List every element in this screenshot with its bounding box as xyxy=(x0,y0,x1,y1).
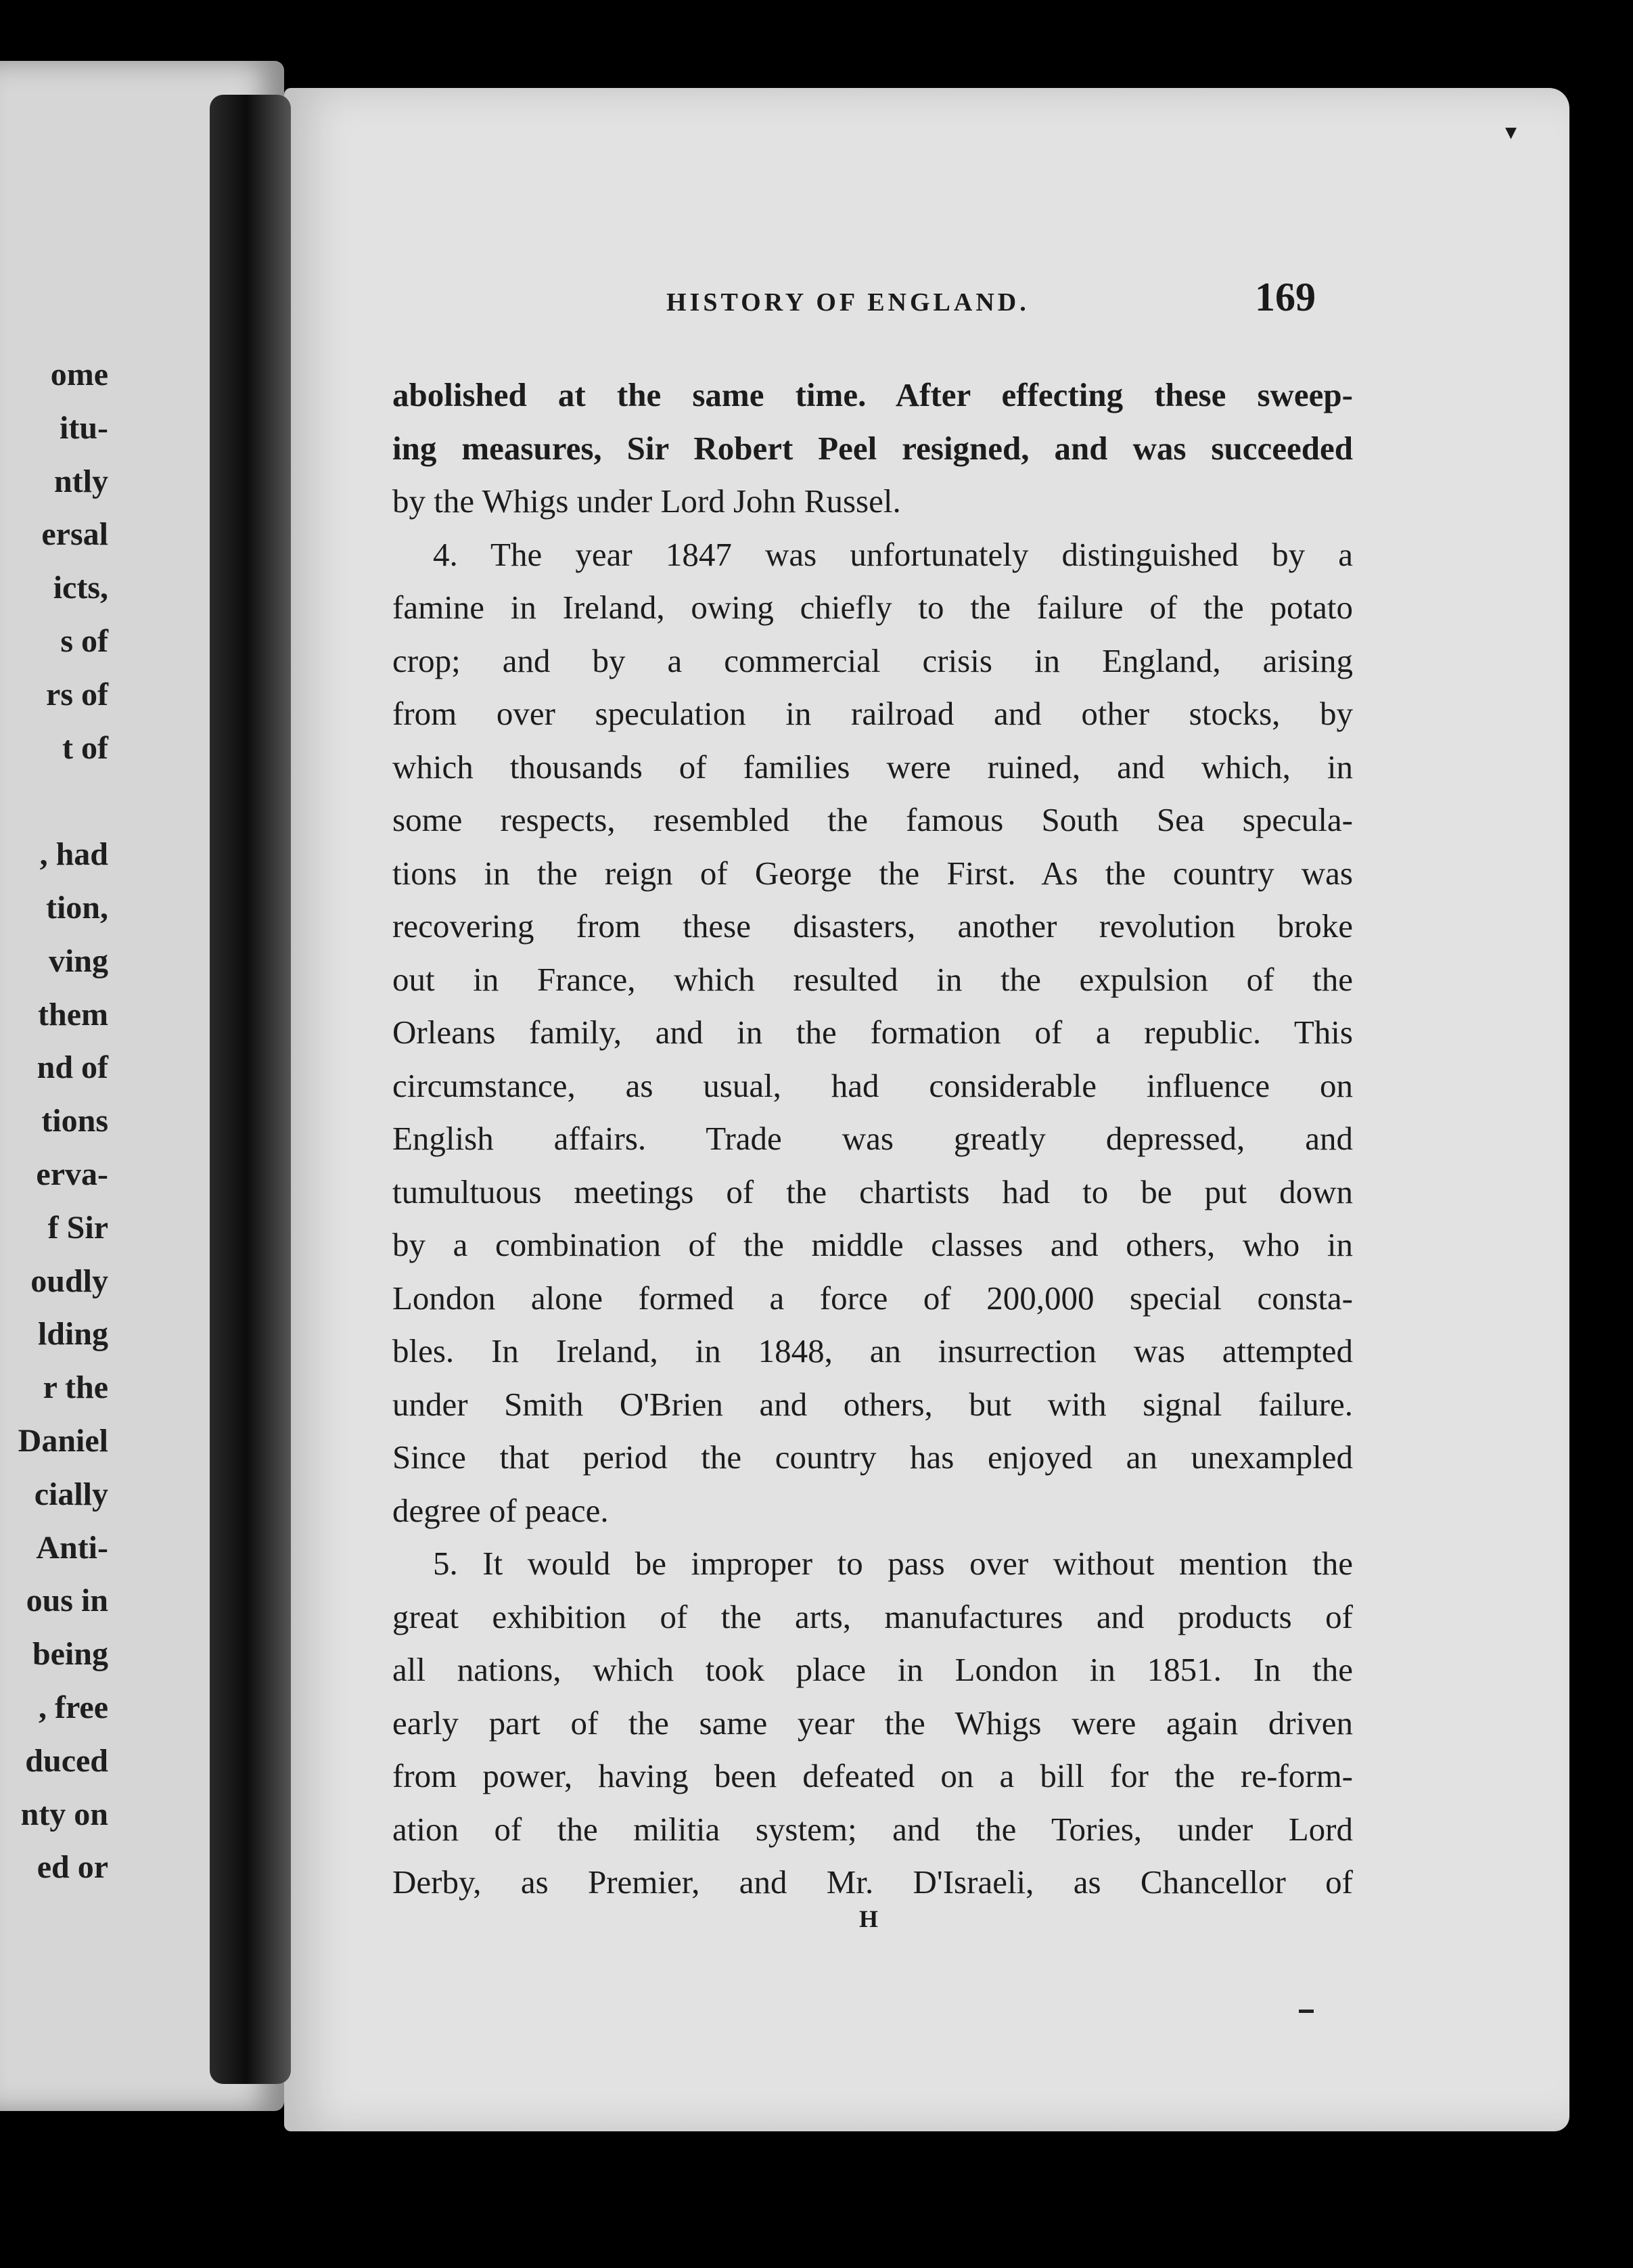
left-fragment-line: ed or xyxy=(37,1849,108,1886)
text-line: circumstance, as usual, had considerable influence on xyxy=(392,1066,1353,1104)
left-fragment-line: Anti- xyxy=(36,1529,108,1566)
corner-mark-icon: ▾ xyxy=(1505,118,1517,145)
text-line: under Smith O'Brien and others, but with signal failure. xyxy=(392,1385,1353,1423)
text-line: Derby, as Premier, and Mr. D'Israeli, as Chancellor of xyxy=(392,1863,1353,1901)
left-fragment-line: t of xyxy=(62,729,108,766)
left-fragment-line xyxy=(0,775,108,828)
left-fragment-line: s of xyxy=(60,622,108,659)
left-fragment-line: r the xyxy=(43,1369,108,1406)
text-line: by the Whigs under Lord John Russel. xyxy=(392,482,901,520)
left-fragment-line: duced xyxy=(25,1742,108,1779)
left-fragment-line: cially xyxy=(34,1476,108,1512)
text-line: Since that period the country has enjoyed an unexampled xyxy=(392,1438,1353,1476)
text-line: recovering from these disasters, another revolution broke xyxy=(392,907,1353,945)
signature-mark: H xyxy=(859,1905,879,1932)
paragraph-5-start: 5. It would be improper to pass over without mention the xyxy=(433,1545,1353,1582)
left-fragment-line: icts, xyxy=(53,570,108,606)
left-fragment-line: nd of xyxy=(37,1049,108,1086)
left-fragment-line: oudly xyxy=(30,1263,108,1299)
paragraph-4-start: 4. The year 1847 was unfortunately distinguished by a xyxy=(433,535,1353,573)
text-line: out in France, which resulted in the expulsion of the xyxy=(392,960,1353,998)
text-line: ation of the militia system; and the Tories, under Lord xyxy=(392,1810,1353,1848)
text-line: tions in the reign of George the First. As the country was xyxy=(392,854,1353,892)
left-fragment-line: rs of xyxy=(46,676,108,712)
text-line: some respects, resembled the famous South Sea specula- xyxy=(392,801,1353,838)
text-line: all nations, which took place in London in 1851. In the xyxy=(392,1651,1353,1688)
left-fragment-line: tion, xyxy=(45,889,108,926)
left-fragment-line: ous in xyxy=(26,1583,108,1619)
left-fragment-line: , had xyxy=(39,836,108,873)
stray-dash-mark xyxy=(1299,2010,1314,2013)
running-header: HISTORY OF ENGLAND. xyxy=(666,288,1030,317)
page-number: 169 xyxy=(1255,275,1316,319)
left-fragment-line: erva- xyxy=(36,1156,108,1192)
text-line: English affairs. Trade was greatly depressed, and xyxy=(392,1120,1353,1157)
left-fragment-line: itu- xyxy=(60,409,108,446)
left-fragment-line: being xyxy=(32,1636,108,1673)
text-line: crop; and by a commercial crisis in England, arising xyxy=(392,641,1353,679)
text-line: famine in Ireland, owing chiefly to the failure of the potato xyxy=(392,589,1353,626)
text-line: bles. In Ireland, in 1848, an insurrection was attempted xyxy=(392,1332,1353,1369)
text-line: which thousands of families were ruined, and which, in xyxy=(392,748,1353,786)
left-fragment-line: , free xyxy=(38,1689,108,1725)
left-fragment-line: Daniel xyxy=(18,1422,108,1459)
left-fragment-line: nty on xyxy=(20,1796,108,1832)
text-line: Orleans family, and in the formation of a republic. This xyxy=(392,1014,1353,1051)
text-line: London alone formed a force of 200,000 special consta- xyxy=(392,1279,1353,1317)
page-body xyxy=(392,369,1353,1909)
text-line: degree of peace. xyxy=(392,1491,609,1529)
left-fragment-line: ntly xyxy=(53,463,108,499)
left-fragment-line: ving xyxy=(48,943,108,979)
text-line: ing measures, Sir Robert Peel resigned, and was succeeded xyxy=(392,429,1353,467)
text-line: from power, having been defeated on a bill for the re-form- xyxy=(392,1757,1353,1794)
left-fragment-line: tions xyxy=(41,1103,108,1139)
left-fragment-line: ersal xyxy=(41,516,108,553)
text-line: tumultuous meetings of the chartists had to be put down xyxy=(392,1173,1353,1210)
left-fragment-line: them xyxy=(38,996,108,1033)
text-line: abolished at the same time. After effecting these sweep- xyxy=(392,376,1353,413)
text-line: early part of the same year the Whigs were again driven xyxy=(392,1704,1353,1742)
text-line: by a combination of the middle classes and others, who in xyxy=(392,1226,1353,1263)
left-page-text-fragments xyxy=(0,348,108,1895)
left-fragment-line: f Sir xyxy=(47,1209,108,1246)
text-line: great exhibition of the arts, manufactures and products of xyxy=(392,1597,1353,1635)
text-line: from over speculation in railroad and other stocks, by xyxy=(392,695,1353,732)
left-fragment-line: ome xyxy=(50,357,108,392)
book-gutter xyxy=(210,95,291,2084)
left-fragment-line: lding xyxy=(37,1316,108,1353)
